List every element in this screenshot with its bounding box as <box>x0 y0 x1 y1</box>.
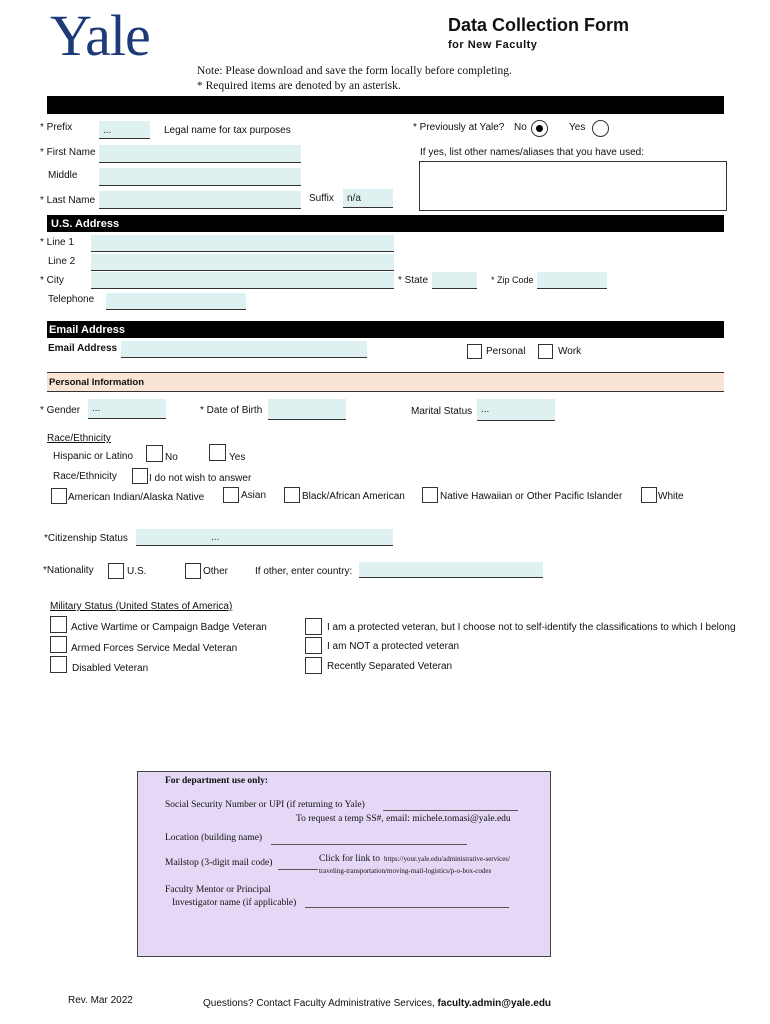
last-name-label: * Last Name <box>40 195 96 206</box>
race-asian-label: Asian <box>241 490 267 501</box>
military-armed-forces-checkbox[interactable] <box>50 636 67 653</box>
race-white-checkbox[interactable] <box>641 487 657 503</box>
state-field[interactable] <box>432 272 477 289</box>
race-no-answer-checkbox[interactable] <box>132 468 148 484</box>
personal-info-heading: Personal Information <box>49 377 145 388</box>
middle-name-label: Middle <box>48 170 78 181</box>
mentor-label-line1: Faculty Mentor or Principal <box>165 885 271 895</box>
yale-logo: Yale <box>50 3 150 68</box>
previously-at-yale-label: * Previously at Yale? <box>413 122 505 133</box>
ssn-line[interactable] <box>383 810 518 811</box>
nationality-us-label: U.S. <box>127 566 147 577</box>
military-not-protected-checkbox[interactable] <box>305 637 322 654</box>
required-note: * Required items are denoted by an asterisk. <box>197 80 401 92</box>
email-label: Email Address <box>48 343 118 354</box>
hispanic-yes-label: Yes <box>229 452 246 463</box>
first-name-label: * First Name <box>40 147 96 158</box>
download-note: Note: Please download and save the form locally before completing. <box>197 65 512 77</box>
hispanic-no-label: No <box>165 452 178 463</box>
race-native-hawaiian-label: Native Hawaiian or Other Pacific Islander <box>440 491 623 502</box>
marital-status-select[interactable]: ... <box>477 399 555 421</box>
address-heading: U.S. Address <box>51 218 120 230</box>
military-recently-separated-checkbox[interactable] <box>305 657 322 674</box>
nationality-other-label: Other <box>203 566 229 577</box>
address-line2-field[interactable] <box>91 254 394 271</box>
mailstop-label: Mailstop (3-digit mail code) <box>165 858 273 868</box>
race-native-hawaiian-checkbox[interactable] <box>422 487 438 503</box>
middle-name-field[interactable] <box>99 168 301 186</box>
race-white-label: White <box>658 491 684 502</box>
mailstop-link-part1[interactable]: https://your.yale.edu/administrative-services/ <box>384 855 510 863</box>
address-line1-field[interactable] <box>91 235 394 252</box>
footer-contact <box>203 998 551 1009</box>
ssn-request-note: To request a temp SS#, email: michele.tomasi@yale.edu <box>296 814 511 824</box>
email-field[interactable] <box>121 341 367 358</box>
top-divider-bar <box>47 96 724 114</box>
prefix-select[interactable]: ... <box>99 121 150 139</box>
hispanic-yes-checkbox[interactable] <box>209 444 226 461</box>
previously-yes-label: Yes <box>569 122 586 133</box>
zip-label: * Zip Code <box>491 275 534 285</box>
race-ethnicity-heading: Race/Ethnicity <box>47 433 111 444</box>
military-protected-no-identify-checkbox[interactable] <box>305 618 322 635</box>
military-disabled-label: Disabled Veteran <box>72 663 149 674</box>
line1-label: * Line 1 <box>40 237 74 248</box>
form-title: Data Collection Form <box>448 15 630 35</box>
gender-label: * Gender <box>40 405 81 416</box>
city-field[interactable] <box>91 272 394 289</box>
email-personal-checkbox[interactable] <box>467 344 482 359</box>
revision-label: Rev. Mar 2022 <box>68 995 133 1006</box>
state-label: * State <box>398 275 429 286</box>
race-american-indian-label: American Indian/Alaska Native <box>68 492 205 503</box>
race-american-indian-checkbox[interactable] <box>51 488 67 504</box>
email-work-checkbox[interactable] <box>538 344 553 359</box>
legal-name-label: Legal name for tax purposes <box>164 125 291 136</box>
mailstop-line[interactable] <box>278 869 318 870</box>
nationality-other-checkbox[interactable] <box>185 563 201 579</box>
race-no-answer-label: I do not wish to answer <box>149 473 252 484</box>
military-disabled-checkbox[interactable] <box>50 656 67 673</box>
department-heading: For department use only: <box>165 776 268 786</box>
email-heading: Email Address <box>49 324 126 336</box>
other-country-label: If other, enter country: <box>255 566 353 577</box>
telephone-label: Telephone <box>48 294 95 305</box>
gender-select[interactable]: ... <box>88 399 166 419</box>
military-recently-separated-label: Recently Separated Veteran <box>327 661 453 672</box>
ssn-label: Social Security Number or UPI (if returning to Yale) <box>165 800 365 810</box>
last-name-field[interactable] <box>99 191 301 209</box>
marital-status-label: Marital Status <box>411 406 473 417</box>
email-personal-label: Personal <box>486 346 526 357</box>
department-use-box <box>137 771 551 957</box>
email-heading-bar <box>47 321 724 338</box>
first-name-field[interactable] <box>99 145 301 163</box>
previously-no-label: No <box>514 122 527 133</box>
address-heading-bar <box>47 215 724 232</box>
race-asian-checkbox[interactable] <box>223 487 239 503</box>
suffix-select[interactable]: n/a <box>343 189 393 208</box>
city-label: * City <box>40 275 64 286</box>
zip-field[interactable] <box>537 272 607 289</box>
race-black-checkbox[interactable] <box>284 487 300 503</box>
military-active-wartime-label: Active Wartime or Campaign Badge Veteran <box>71 622 267 633</box>
form-subtitle: for New Faculty <box>448 39 538 51</box>
race-black-label: Black/African American <box>302 491 405 502</box>
dob-field[interactable] <box>268 399 346 420</box>
location-line[interactable] <box>271 844 467 845</box>
dob-label: * Date of Birth <box>200 405 263 416</box>
suffix-label: Suffix <box>309 193 334 204</box>
military-active-wartime-checkbox[interactable] <box>50 616 67 633</box>
nationality-us-checkbox[interactable] <box>108 563 124 579</box>
telephone-field[interactable] <box>106 293 246 310</box>
other-country-field[interactable] <box>359 562 543 578</box>
previously-yes-radio[interactable] <box>592 120 609 137</box>
previously-no-radio[interactable] <box>531 120 548 137</box>
prefix-label: * Prefix <box>40 122 73 133</box>
footer-contact-email[interactable]: faculty.admin@yale.edu <box>437 998 552 1009</box>
email-work-label: Work <box>558 346 582 357</box>
footer-contact-text: Questions? Contact Faculty Administrative Services, <box>203 998 435 1009</box>
citizenship-label: *Citizenship Status <box>44 533 128 544</box>
military-protected-no-identify-label: I am a protected veteran, but I choose not to self-identify the classifications to which I belong <box>327 622 736 633</box>
nationality-label: *Nationality <box>43 565 94 576</box>
line2-label: Line 2 <box>48 256 76 267</box>
mentor-line[interactable] <box>305 907 509 908</box>
aliases-textarea[interactable] <box>419 161 727 211</box>
military-not-protected-label: I am NOT a protected veteran <box>327 641 460 652</box>
mailstop-link-prefix: Click for link to <box>319 854 380 864</box>
mailstop-link-part2[interactable]: traveling-transportation/moving-mail-logistics/p-o-box-codes <box>319 867 492 875</box>
military-armed-forces-label: Armed Forces Service Medal Veteran <box>71 643 238 654</box>
personal-info-heading-bar <box>47 372 724 392</box>
mentor-label-line2: Investigator name (if applicable) <box>172 898 297 908</box>
military-status-heading: Military Status (United States of America) <box>50 601 233 612</box>
location-label: Location (building name) <box>165 833 263 843</box>
hispanic-label: Hispanic or Latino <box>53 451 134 462</box>
citizenship-select[interactable]: ... <box>136 529 393 546</box>
aliases-label: If yes, list other names/aliases that you have used: <box>420 147 645 158</box>
hispanic-no-checkbox[interactable] <box>146 445 163 462</box>
race-label: Race/Ethnicity <box>53 471 117 482</box>
